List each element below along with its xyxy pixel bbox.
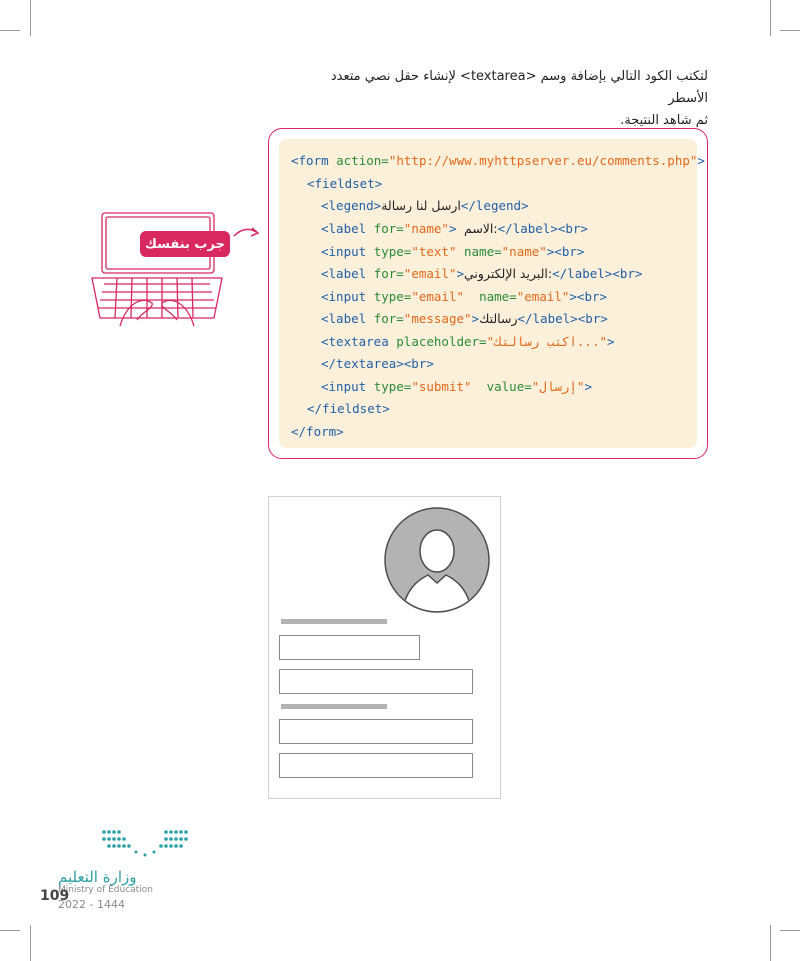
crop-mark	[0, 930, 20, 931]
code-line-form-close: </form>	[291, 424, 344, 439]
placeholder-bar	[281, 704, 387, 709]
crop-mark	[780, 30, 800, 31]
code-line-input-submit: <input type="submit" value="إرسال">	[321, 379, 592, 394]
arrow-icon	[232, 222, 262, 242]
code-line-label-message: <label for="message">رسالتك</label><br>	[321, 311, 608, 326]
ministry-name-en: Ministry of Education	[58, 885, 153, 895]
text-field	[279, 669, 473, 694]
ministry-logo-icon	[100, 828, 190, 860]
instruction-line-1: لتكتب الكود التالي بإضافة وسم <textarea> لإنشاء حقل نصي متعدد الأسطر	[330, 69, 708, 106]
ministry-name-ar: وزارة التعليم	[58, 868, 137, 886]
code-line-label-name: <label for="name"> الاسم:</label><br>	[321, 221, 588, 236]
laptop-typing-icon	[82, 208, 232, 333]
placeholder-bar	[281, 619, 387, 624]
try-it-badge: جرب بنفسك	[140, 231, 230, 257]
text-field	[279, 635, 420, 660]
code-line-input-email: <input type="email" name="email"><br>	[321, 289, 608, 304]
crop-mark	[30, 0, 31, 36]
crop-mark	[30, 925, 31, 961]
crop-mark	[780, 930, 800, 931]
code-line-legend: <legend>ارسل لنا رسالة</legend>	[321, 198, 529, 213]
instructions	[288, 66, 708, 132]
text-field	[279, 719, 473, 744]
instruction-line-2: ثم شاهد النتيجة.	[620, 113, 708, 128]
code-line-input-name: <input type="text" name="name"><br>	[321, 244, 585, 259]
page-number: 109	[40, 888, 70, 904]
year-label: 2022 - 1444	[58, 898, 125, 911]
code-box	[268, 128, 708, 459]
code-line-form-open: <form action="http://www.myhttpserver.eu/comments.php">	[291, 153, 705, 168]
crop-mark	[770, 925, 771, 961]
result-preview	[268, 496, 501, 799]
code-block	[279, 139, 705, 448]
code-line-label-email: <label for="email">البريد الإلكتروني:</label><br>	[321, 266, 643, 281]
code-line-textarea-open: <textarea placeholder="اكتب رسالتك...">	[321, 334, 615, 349]
code-line-fieldset-close: </fieldset>	[307, 401, 390, 416]
text-field	[279, 753, 473, 778]
crop-mark	[770, 0, 771, 36]
code-line-fieldset-open: <fieldset>	[307, 176, 383, 191]
code-line-textarea-close: </textarea><br>	[321, 356, 434, 371]
crop-mark	[0, 30, 20, 31]
avatar-icon	[384, 507, 490, 613]
